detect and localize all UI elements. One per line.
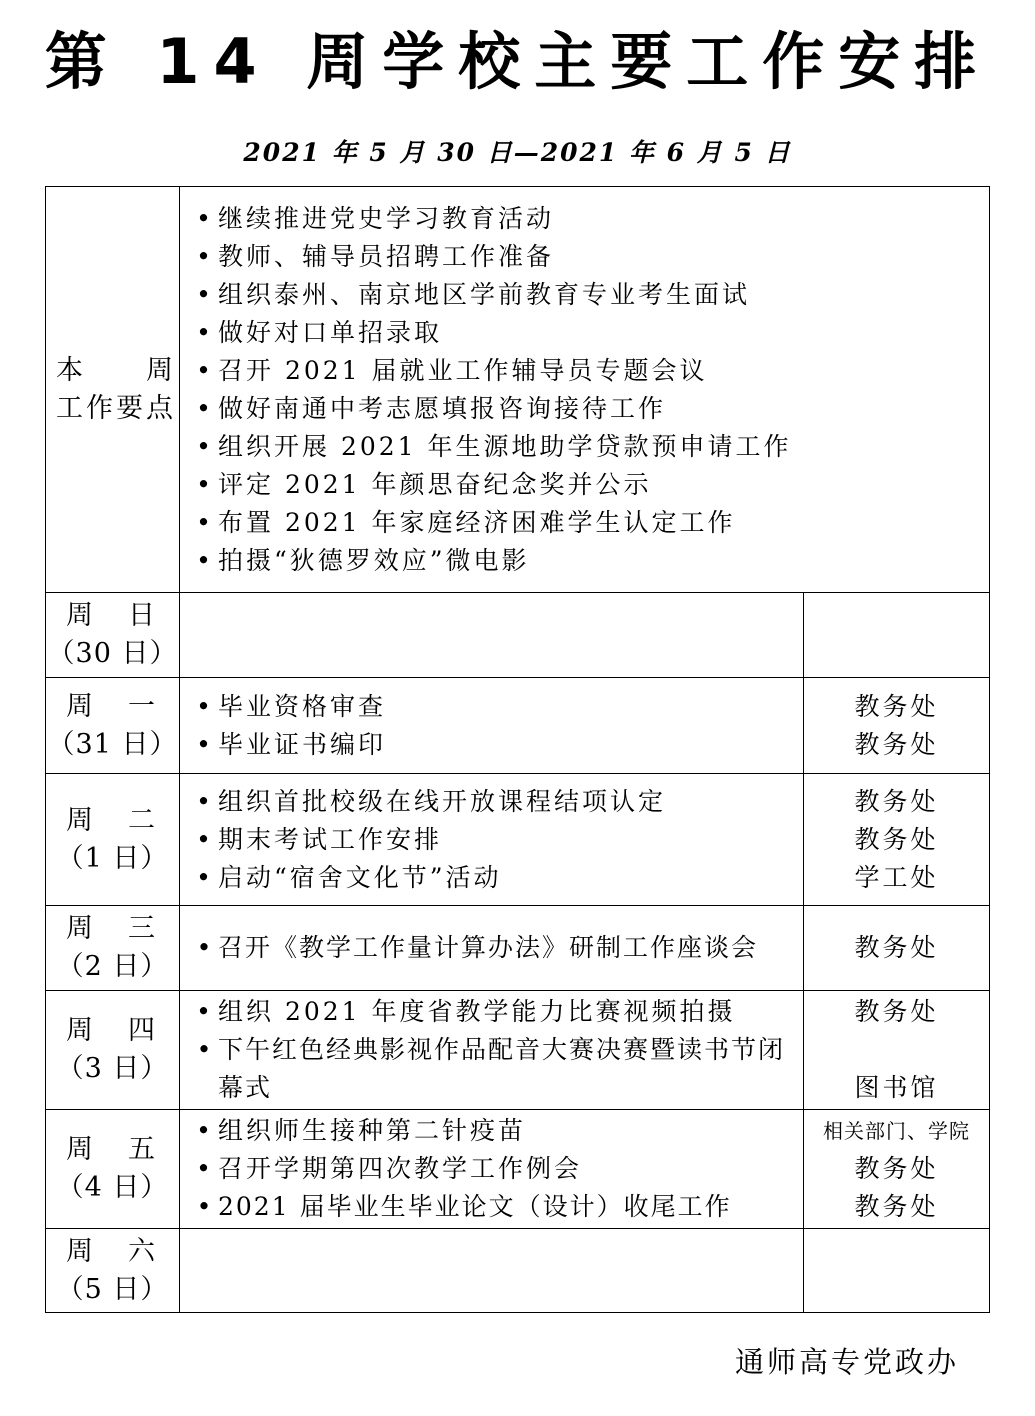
- day-item: • 组织师生接种第二针疫苗: [192, 1112, 799, 1150]
- bullet-glyph: •: [196, 279, 214, 309]
- day-label: [46, 991, 180, 1110]
- dept-label: 教务处: [854, 786, 939, 816]
- dept-spacer: [804, 1031, 989, 1069]
- bullet-glyph: •: [196, 786, 214, 816]
- day-date: （30 日）: [47, 638, 178, 669]
- bullet-glyph: •: [196, 997, 214, 1026]
- day-row-tuesday: [46, 774, 990, 906]
- day-item: • 下午红色经典影视作品配音大赛决赛暨读书节闭幕式: [192, 1031, 799, 1107]
- focus-item: • 做好对口单招录取: [192, 314, 985, 352]
- day-weekday: 周 四: [66, 1015, 159, 1046]
- focus-items: [180, 187, 990, 593]
- day-item: • 期末考试工作安排: [192, 821, 799, 859]
- day-date: （31 日）: [47, 728, 178, 760]
- day-items: [180, 678, 804, 774]
- day-label: [46, 1229, 180, 1313]
- bullet-glyph: •: [196, 1035, 214, 1064]
- dept-label: 教务处: [854, 691, 939, 721]
- dept-label: 学工处: [854, 862, 939, 892]
- day-depts: [804, 593, 990, 678]
- focus-label-line1: 本 周: [56, 354, 176, 386]
- bullet-glyph: •: [196, 1154, 214, 1183]
- day-item: • 组织首批校级在线开放课程结项认定: [192, 783, 799, 821]
- bullet-glyph: •: [196, 241, 214, 271]
- focus-item: • 教师、辅导员招聘工作准备: [192, 238, 985, 276]
- focus-item: • 召开 2021 届就业工作辅导员专题会议: [192, 352, 985, 390]
- bullet-glyph: •: [196, 691, 214, 721]
- day-items: [180, 1229, 804, 1313]
- focus-item: • 组织泰州、南京地区学前教育专业考生面试: [192, 276, 985, 314]
- day-depts: [804, 678, 990, 774]
- dept-label: 图书馆: [854, 1073, 939, 1102]
- day-date: （3 日）: [56, 1053, 169, 1084]
- bullet-glyph: •: [196, 1192, 214, 1221]
- day-date: （4 日）: [56, 1172, 169, 1203]
- focus-row: [46, 187, 990, 593]
- bullet-glyph: •: [196, 355, 214, 385]
- day-depts: [804, 1229, 990, 1313]
- day-weekday: 周 六: [66, 1235, 159, 1267]
- day-depts: [804, 991, 990, 1110]
- bullet-glyph: •: [196, 507, 214, 537]
- bullet-glyph: •: [196, 729, 214, 759]
- day-item: • 毕业证书编印: [192, 726, 799, 764]
- day-depts: [804, 1110, 990, 1229]
- day-items: [180, 906, 804, 991]
- bullet-glyph: •: [196, 203, 214, 233]
- bullet-glyph: •: [196, 824, 214, 854]
- day-weekday: 周 三: [66, 913, 159, 944]
- day-weekday: 周 五: [66, 1134, 159, 1165]
- day-items: [180, 774, 804, 906]
- day-date: （2 日）: [56, 951, 169, 982]
- day-row-saturday: [46, 1229, 990, 1313]
- day-item: • 召开《教学工作量计算办法》研制工作座谈会: [192, 929, 799, 967]
- day-label: [46, 678, 180, 774]
- day-row-thursday: [46, 991, 990, 1110]
- focus-label: [46, 187, 180, 593]
- day-depts: [804, 774, 990, 906]
- page-title: 第 14 周学校主要工作安排: [44, 25, 991, 98]
- day-label: [46, 906, 180, 991]
- date-range: 2021 年 5 月 30 日—2021 年 6 月 5 日: [243, 138, 792, 167]
- day-item: • 毕业资格审查: [192, 688, 799, 726]
- day-weekday: 周 一: [66, 690, 159, 722]
- day-row-monday: [46, 678, 990, 774]
- dept-label: 教务处: [854, 997, 939, 1026]
- day-label: [46, 774, 180, 906]
- schedule-table: [45, 186, 990, 1313]
- dept-label: 教务处: [854, 729, 939, 759]
- bullet-glyph: •: [196, 862, 214, 892]
- day-items: [180, 991, 804, 1110]
- dept-label: 教务处: [854, 1154, 939, 1183]
- day-label: [46, 1110, 180, 1229]
- day-row-sunday: [46, 593, 990, 678]
- issuer-signature: 通师高专党政办: [734, 1345, 959, 1379]
- bullet-glyph: •: [196, 545, 214, 575]
- bullet-glyph: •: [196, 469, 214, 499]
- focus-item: • 拍摄“狄德罗效应”微电影: [192, 542, 985, 580]
- bullet-glyph: •: [196, 393, 214, 423]
- day-row-wednesday: [46, 906, 990, 991]
- dept-label: 教务处: [854, 824, 939, 854]
- day-item: • 召开学期第四次教学工作例会: [192, 1150, 799, 1188]
- focus-item: • 布置 2021 年家庭经济困难学生认定工作: [192, 504, 985, 542]
- bullet-glyph: •: [196, 317, 214, 347]
- focus-item: • 组织开展 2021 年生源地助学贷款预申请工作: [192, 428, 985, 466]
- day-items: [180, 593, 804, 678]
- day-label: [46, 593, 180, 678]
- day-depts: [804, 906, 990, 991]
- dept-label: 相关部门、学院: [823, 1119, 970, 1143]
- day-row-friday: [46, 1110, 990, 1229]
- day-weekday: 周 日: [66, 600, 159, 631]
- bullet-glyph: •: [196, 933, 214, 962]
- focus-item: • 评定 2021 年颜思奋纪念奖并公示: [192, 466, 985, 504]
- day-weekday: 周 二: [66, 804, 159, 836]
- day-date: （1 日）: [56, 842, 169, 874]
- day-item: • 组织 2021 年度省教学能力比赛视频拍摄: [192, 993, 799, 1031]
- dept-label: 教务处: [854, 933, 939, 962]
- bullet-glyph: •: [196, 1116, 214, 1145]
- day-item: • 启动“宿舍文化节”活动: [192, 859, 799, 897]
- day-item: • 2021 届毕业生毕业论文（设计）收尾工作: [192, 1188, 799, 1226]
- dept-label: 教务处: [854, 1192, 939, 1221]
- day-items: [180, 1110, 804, 1229]
- focus-label-line2: 工作要点: [56, 392, 176, 424]
- day-date: （5 日）: [56, 1273, 169, 1305]
- focus-item: • 继续推进党史学习教育活动: [192, 200, 985, 238]
- bullet-glyph: •: [196, 431, 214, 461]
- focus-item: • 做好南通中考志愿填报咨询接待工作: [192, 390, 985, 428]
